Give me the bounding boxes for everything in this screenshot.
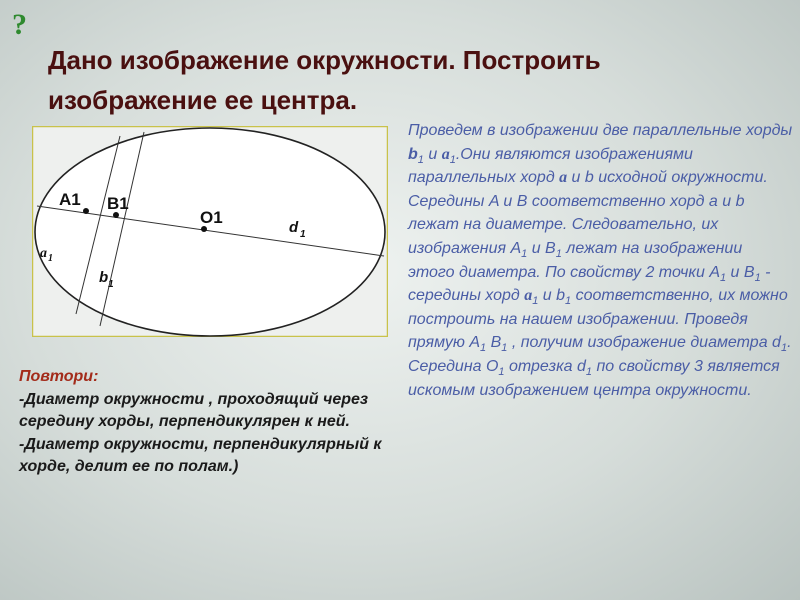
label-a: a <box>40 246 47 261</box>
label-d: d <box>289 219 299 236</box>
label-O1: O1 <box>200 208 223 227</box>
title-line-1: Дано изображение окружности. Построить <box>48 45 601 75</box>
repeat-heading: Повтори: <box>19 368 99 385</box>
label-b: b <box>99 269 109 286</box>
repeat-box <box>19 366 399 479</box>
question-mark-icon: ? <box>12 8 27 41</box>
label-b-sub: 1 <box>108 279 114 290</box>
label-A1: A1 <box>59 190 81 209</box>
ellipse-figure <box>32 126 388 337</box>
title-line-2: изображение ее центра. <box>48 85 358 115</box>
slide-title <box>48 40 748 120</box>
label-B1: B1 <box>107 194 129 213</box>
label-a-sub: 1 <box>48 253 53 264</box>
ellipse-diagram <box>32 126 388 337</box>
point-A1 <box>83 208 89 214</box>
repeat-item-1: -Диаметр окружности , проходящий через середину хорды, перпендикулярен к ней. <box>19 390 369 431</box>
label-d-sub: 1 <box>300 229 306 240</box>
ellipse-outline <box>35 128 385 336</box>
explanation-text: Проведем в изображении две параллельные хорды $b_1$ и $a_1.Они$ являются изображениями параллельных хорд a и b исходной окружности. Середины A и B соответственно хорд a и b лежат на диаметре. Следовательно, их изображения $A_1$ и $B_1$ лежат на изображении этого диаметра. По свойству 2 точки $A_1$ и $B_1$ - середины хорд $a_1$ и $b_1$ соответственно, их можно построить на нашем изображении. Проведя прямую $A_1$ $B_1$ , получим изображение диаметра $d_1$. Середина $O_1$ отрезка $d_1$ по свойству 3 является искомым изображением центра окружности. <box>408 122 793 399</box>
repeat-item-2: -Диаметр окружности, перпендикулярный к хорде, делит ее по полам.) <box>19 435 382 476</box>
